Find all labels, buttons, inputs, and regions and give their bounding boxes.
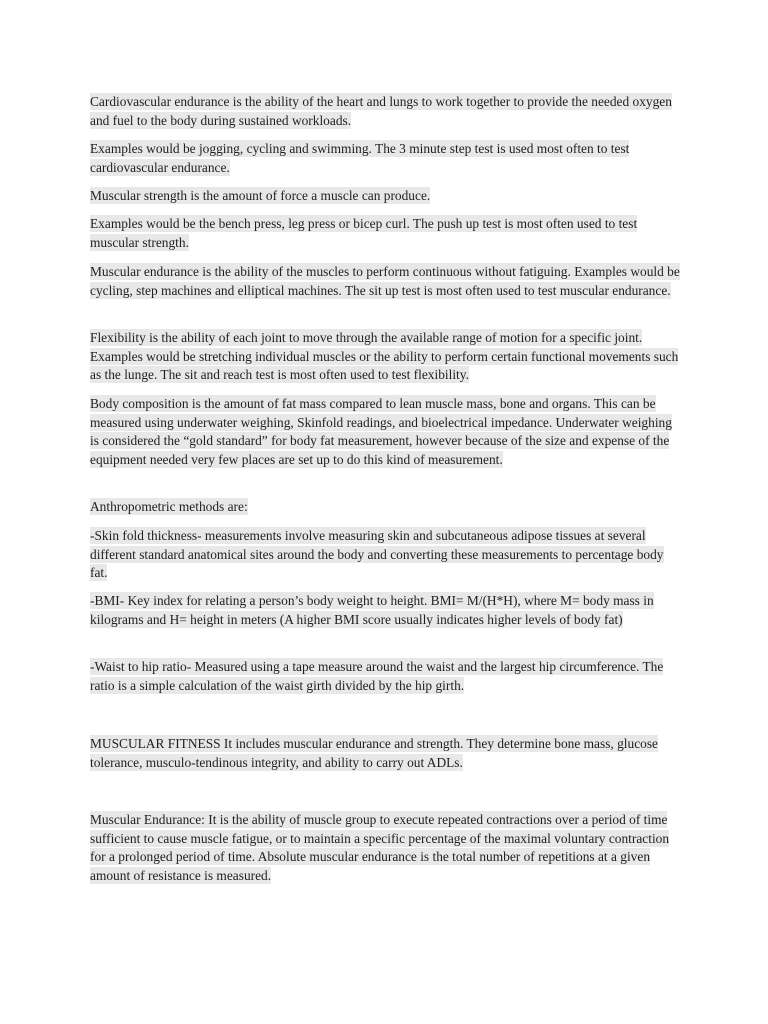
- paragraph-cardio-examples: Examples would be jogging, cycling and swimming. The 3 minute step test is used most often to test cardiovascular endurance.: [90, 141, 630, 175]
- paragraph-cardiovascular-endurance: Cardiovascular endurance is the ability of the heart and lungs to work together to provide the needed oxygen and fuel to the body during sustained workloads.: [90, 94, 672, 128]
- paragraph-muscular-fitness: MUSCULAR FITNESS It includes muscular endurance and strength. They determine bone mass, glucose tolerance, musculo-tendinous integrity, and ability to carry out ADLs.: [90, 736, 659, 770]
- paragraph-strength-examples: Examples would be the bench press, leg press or bicep curl. The push up test is most often used to test muscular strength.: [90, 216, 638, 250]
- paragraph-waist-hip-ratio: -Waist to hip ratio- Measured using a tape measure around the waist and the largest hip circumference. The ratio is a simple calculation of the waist girth divided by the hip girth.: [90, 659, 664, 693]
- paragraph-flexibility: Flexibility is the ability of each joint to move through the available range of motion for a specific joint. Examples would be stretching individual muscles or the ability to perform certain functional movements such as the lunge. The sit and reach test is most often used to test flexibility.: [90, 330, 679, 383]
- paragraph-anthropometric-methods: Anthropometric methods are:: [90, 499, 248, 514]
- paragraph-muscular-strength: Muscular strength is the amount of force a muscle can produce.: [90, 188, 431, 203]
- paragraph-body-composition: Body composition is the amount of fat mass compared to lean muscle mass, bone and organs. This can be measured using underwater weighing, Skinfold readings, and bioelectrical impedance. Underwater weighing is considered the “gold standard” for body fat measurement, however because of the size and expense of the equipment needed very few places are set up to do this kind of measurement.: [90, 396, 672, 467]
- paragraph-muscular-endurance: Muscular endurance is the ability of the muscles to perform continuous without fatiguing. Examples would be cycling, step machines and elliptical machines. The sit up test is most often used to test muscular endurance.: [90, 264, 680, 298]
- paragraph-bmi: -BMI- Key index for relating a person’s body weight to height. BMI= M/(H*H), where M= body mass in kilograms and H= height in meters (A higher BMI score usually indicates higher levels of body fat): [90, 593, 654, 627]
- paragraph-skin-fold: -Skin fold thickness- measurements involve measuring skin and subcutaneous adipose tissues at several different standard anatomical sites around the body and converting these measurements to percentage body fat.: [90, 528, 664, 581]
- paragraph-muscular-endurance-definition: Muscular Endurance: It is the ability of muscle group to execute repeated contractions over a period of time sufficient to cause muscle fatigue, or to maintain a specific percentage of the maximal voluntary contraction for a prolonged period of time. Absolute muscular endurance is the total number of repetitions at a given amount of resistance is measured.: [90, 812, 670, 883]
